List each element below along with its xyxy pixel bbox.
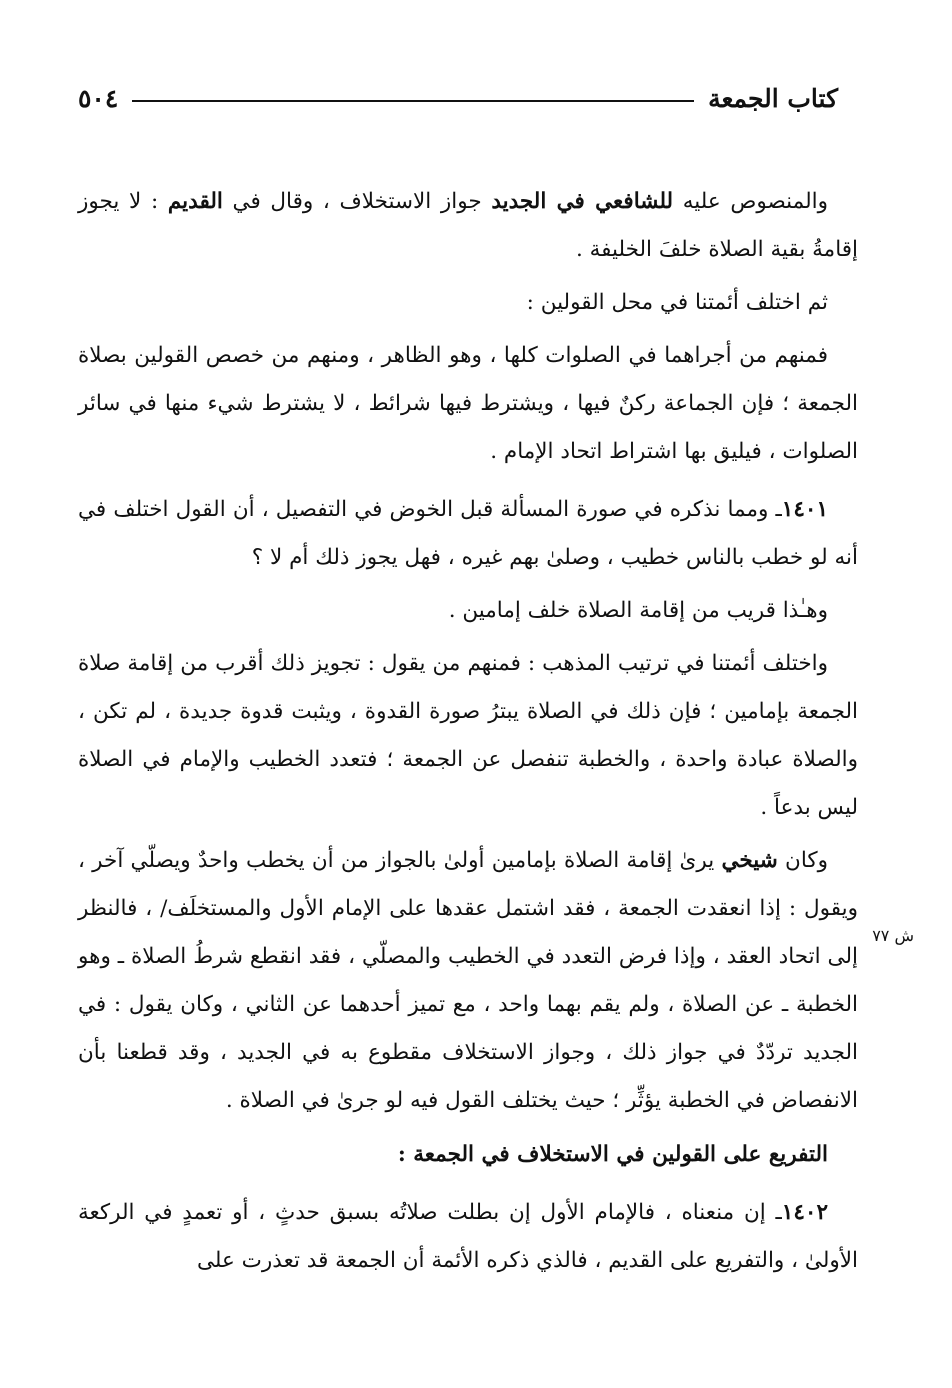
page-body — [78, 178, 858, 1290]
paragraph-1 — [78, 178, 858, 274]
paragraph-4 — [78, 486, 858, 582]
page-header — [78, 80, 838, 116]
paragraph-1-text-c: جواز الاستخلاف ، وقال في — [222, 189, 492, 214]
paragraph-1-text-a: والمنصوص عليه — [673, 189, 828, 214]
paragraph-4-text: ـ ومما نذكره في صورة المسألة قبل الخوض في التفصيل ، أن القول اختلف في أنه لو خطب بالناس خطيب ، وصلىٰ بهم غيره ، فهل يجوز ذلك أم لا ؟ — [78, 497, 858, 570]
paragraph-7-text-c: يرىٰ إقامة الصلاة بإمامين أولىٰ بالجواز من أن يخطب واحدٌ ويصلّي آخر ، ويقول : إذا انعقدت الجمعة ، فقد اشتمل عقدها على الإمام الأول والمستخلَف/ ، فالنظر إلى اتحاد العقد ، وإذا فرض التعدد في الخطيب والمصلّي ، فقد انقطع شرطُ الصلاة ـ وهو الخطبة ـ عن الصلاة ، ولم يقم بهما واحد ، مع تميز أحدهما عن الثاني ، وكان يقول : في الجديد تردّدٌ في جواز ذلك ، وجواز الاستخلاف مقطوع به في الجديد ، وقد قطعنا بأن الانفصاض في الخطبة يؤثِّر ؛ حيث يختلف القول فيه لو جرىٰ في الصلاة . — [78, 848, 858, 1113]
paragraph-9-number: ١٤٠٢ — [781, 1200, 828, 1225]
paragraph-7 — [78, 837, 858, 1125]
paragraph-3: فمنهم من أجراهما في الصلوات كلها ، وهو الظاهر ، ومنهم من خصص القولين بصلاة الجمعة ؛ فإن الجماعة ركنٌ فيها ، ويشترط فيها شرائط ، لا يشترط شيء منها في سائر الصلوات ، فيليق بها اشتراط اتحاد الإمام . — [78, 343, 858, 464]
paragraph-1-emphasis-shafii: للشافعي في الجديد — [491, 189, 674, 214]
page-number: ٥٠٤ — [78, 83, 119, 113]
paragraph-9 — [78, 1189, 858, 1285]
margin-note: ش ٧٧ — [872, 926, 914, 945]
paragraph-7-emphasis-shaykhi: شيخي — [721, 848, 778, 873]
paragraph-5: وهـٰذا قريب من إقامة الصلاة خلف إمامين . — [448, 598, 828, 623]
paragraph-2: ثم اختلف أئمتنا في محل القولين : — [526, 290, 828, 315]
paragraph-7-text-a: وكان — [777, 848, 828, 873]
paragraph-4-number: ١٤٠١ — [781, 497, 828, 522]
header-rule — [132, 100, 694, 102]
paragraph-9-text: ـ إن منعناه ، فالإمام الأول إن بطلت صلاتُه بسبق حدثٍ ، أو تعمدٍ في الركعة الأولىٰ ، والتفريع على القديم ، فالذي ذكره الأئمة أن الجمعة قد تعذرت على — [78, 1200, 858, 1273]
paragraph-1-emphasis-qadim: القديم — [167, 189, 223, 214]
paragraph-1-text-e: : لا يجوز إقامةُ بقية الصلاة خلفَ الخليفة . — [78, 189, 858, 262]
section-subheading: التفريع على القولين في الاستخلاف في الجمعة : — [397, 1142, 828, 1167]
paragraph-6: واختلف أئمتنا في ترتيب المذهب : فمنهم من يقول : تجويز ذلك أقرب من إقامة صلاة الجمعة بإمامين ؛ فإن ذلك في الصلاة يبترُ صورة القدوة ، ويثبت قدوة جديدة ، لم تكن ، والصلاة عبادة واحدة ، والخطبة تنفصل عن الجمعة ؛ فتعدد الخطيب والإمام في الصلاة ليس بدعاً . — [78, 651, 858, 820]
book-title: كتاب الجمعة — [708, 83, 838, 113]
